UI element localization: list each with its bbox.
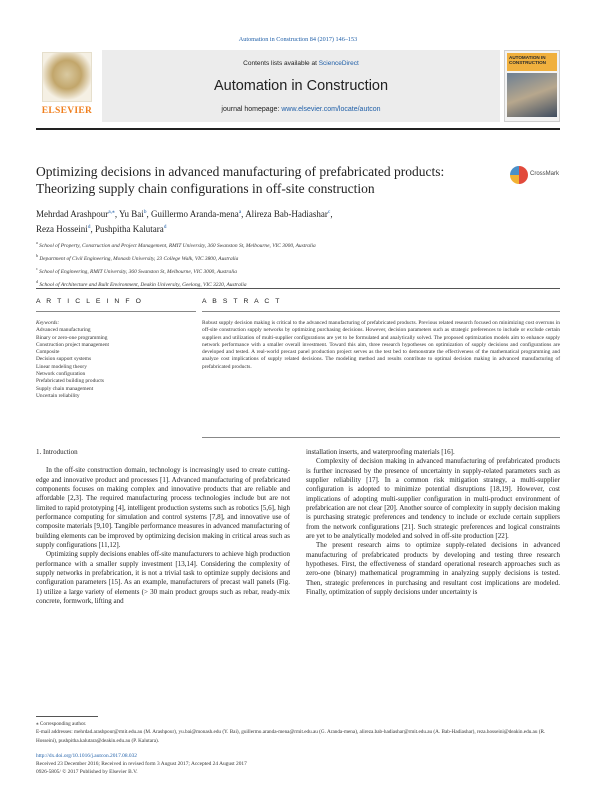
author-list: Mehrdad Arashpour$^{a,⁎}$, Yu Bai$^b$, Guillermo Aranda-mena$^a$, Alireza Bab-Hadiashar$^c$, Reza Hosseini$^d$, Pushpitha Kalutara$^d$ bbox=[36, 209, 333, 234]
keyword: Supply chain management bbox=[36, 385, 94, 392]
keywords-block bbox=[36, 320, 196, 400]
crossmark-badge[interactable] bbox=[508, 166, 560, 192]
affiliation-list bbox=[36, 238, 556, 290]
author-sup[interactable]: b bbox=[143, 209, 147, 215]
elsevier-logo bbox=[36, 52, 98, 120]
sciencedirect-link[interactable]: ScienceDirect bbox=[318, 60, 359, 67]
copyright: 0926-5805/ © 2017 Published by Elsevier B.V. bbox=[36, 769, 138, 776]
body-paragraph-continued: installation inserts, and waterproofing materials [16]. bbox=[306, 448, 455, 456]
body-paragraph: The present research aims to optimize supply-related decisions in advanced manufacturing of prefabricated products by developing and testing three research hypotheses. First, the effectiveness of standard operational research approaches such as zero-one (binary) mathematical programming in analyzing supply decisions is tested. Then, strategic preferences in purchasing and resultant cost implications are modeled. Finally, optimization of supply decisions under uncertainty is bbox=[306, 541, 560, 597]
author-sup[interactable]: c bbox=[327, 209, 331, 215]
right-column bbox=[306, 448, 560, 598]
homepage-line bbox=[102, 106, 500, 113]
affiliation bbox=[36, 264, 556, 277]
affiliation-mark: c bbox=[36, 266, 38, 272]
cover-title: AUTOMATION IN CONSTRUCTION bbox=[507, 53, 557, 71]
abstract-heading: A B S T R A C T bbox=[202, 298, 282, 305]
author-sup[interactable]: d bbox=[163, 224, 167, 230]
affiliation-mark: b bbox=[36, 253, 38, 259]
author-name[interactable]: Reza Hosseini bbox=[36, 224, 88, 234]
author-sup[interactable]: a,⁎ bbox=[108, 209, 115, 215]
section-heading: 1. Introduction bbox=[36, 448, 78, 456]
author-sup[interactable]: a bbox=[238, 209, 242, 215]
keyword: Network configuration bbox=[36, 371, 86, 378]
affiliation-rule bbox=[36, 288, 560, 289]
elsevier-tree-icon bbox=[42, 52, 92, 102]
affiliation-text: Department of Civil Engineering, Monash University, 23 College Walk, VIC 3800, Australia bbox=[39, 255, 239, 262]
author-name[interactable]: Alireza Bab-Hadiashar bbox=[245, 209, 328, 219]
affiliation bbox=[36, 251, 556, 264]
keyword: Binary or zero-one programming bbox=[36, 334, 108, 341]
author-sup[interactable]: d bbox=[87, 224, 91, 230]
received-dates: Received 23 December 2016; Received in revised form 3 August 2017; Accepted 24 August 2017 bbox=[36, 761, 247, 768]
publisher-name: ELSEVIER bbox=[41, 106, 93, 116]
keywords-label: Keywords: bbox=[36, 320, 60, 326]
journal-header bbox=[36, 50, 560, 122]
keyword: Linear modeling theory bbox=[36, 363, 87, 370]
affiliation-text: School of Engineering, RMIT University, 360 Swanston St, Melbourne, VIC 3000, Australia bbox=[39, 268, 237, 275]
author-name[interactable]: Guillermo Aranda-mena bbox=[150, 209, 239, 219]
abstract-rule bbox=[202, 311, 560, 312]
affiliation-text: School of Property, Construction and Project Management, RMIT University, 360 Swanston St, Melbourne, VIC 3000, Australia bbox=[39, 242, 316, 249]
journal-cover bbox=[504, 50, 560, 122]
author-name[interactable]: Mehrdad Arashpour bbox=[36, 209, 109, 219]
doi-link[interactable]: http://dx.doi.org/10.1016/j.autcon.2017.08.032 bbox=[36, 753, 137, 759]
body-paragraph: Complexity of decision making in advanced manufacturing of prefabricated products is further increased by the presence of uncertainty in supply-related parameters such as supplier reliability [17]. In a common risk mitigation strategy, a multi-supplier configuration is adopted to minimize potential disruptions [18,19]. However, cost implications of adopting multi-supplier configuration in multi-product environment of prefabrication are not clear [20]. Another source of complexity in supply decision making is purchasing strategic preferences and tendency to include or exclude certain suppliers from the network configurations [21]. Such strategic preferences and logical constraints are yet to be analytically modeled and solved in off-site production [22]. bbox=[306, 457, 560, 541]
header-rule bbox=[36, 128, 560, 130]
contents-line bbox=[102, 60, 500, 67]
abstract-body: Robust supply decision making is critical to the advanced manufacturing of prefabricated products. Previous related research focused on minimizing cost overruns in off-site construction supply networks by optimizing purchasing decisions. However, decision parameters such as strategic preferences to include or exclude certain suppliers and utilization of multi-supplier configurations are yet to be formulated and analytically solved. The proposed optimization models aim to enhance supply network performance with a smaller overall investment. Toward this aim, three research hypotheses on optimization of supply decisions and configurations are developed and tested. A real-world precast panel production project serves as the test bed to demonstrate the effectiveness of the mathematical programming and analyze cost implications of supply related decisions. The modeling method and results contribute to optimal decision making in advanced manufacturing of prefabricated products. bbox=[202, 320, 560, 370]
article-info-heading: A R T I C L E I N F O bbox=[36, 298, 144, 305]
article-title: Optimizing decisions in advanced manufacturing of prefabricated products: Theorizing supply chain configurations in off-site construction bbox=[36, 164, 445, 196]
keyword: Decision support systems bbox=[36, 356, 92, 363]
keyword: Composite bbox=[36, 349, 60, 356]
article-info-rule bbox=[36, 311, 196, 312]
cover-image bbox=[507, 73, 557, 117]
author-name[interactable]: Pushpitha Kalutara bbox=[95, 224, 164, 234]
journal-reference[interactable]: Automation in Construction 84 (2017) 146–153 bbox=[238, 36, 358, 43]
author-name[interactable]: Yu Bai bbox=[118, 209, 144, 219]
affiliation-mark: d bbox=[36, 279, 38, 285]
corresponding-author-note: ⁎ Corresponding author. bbox=[36, 721, 87, 727]
keyword: Prefabricated building products bbox=[36, 378, 104, 385]
affiliation bbox=[36, 238, 556, 251]
email-addresses[interactable]: E-mail addresses: mehrdad.arashpour@rmit.edu.au (M. Arashpour), yu.bai@monash.edu (Y. Bai), guillermo.aranda-mena@rmit.edu.au (G. Aranda-mena), alireza.bab-hadiashar@rmit.edu.au (A. Bab-Hadiashar), reza.hosseini@deakin.edu.au (R. Hosseini), pushpitha.kalutara@deakin.edu.au (P. Kalutara). bbox=[36, 729, 546, 744]
affiliation-text: School of Architecture and Built Environment, Deakin University, Geelong, VIC 3220, Australia bbox=[39, 282, 247, 289]
crossmark-icon bbox=[510, 166, 528, 184]
homepage-prefix: journal homepage: bbox=[221, 106, 280, 113]
crossmark-label: CrossMark bbox=[530, 171, 560, 177]
article-meta bbox=[36, 752, 560, 776]
body-paragraph: In the off-site construction domain, technology is increasingly used to create cutting-edge and innovative product and processes [1]. Advanced manufacturing of prefabricated components focuses on making complex and innovative products that are reliable and affordable [2,3]. The required manufacturing process technologies include but are not limited to rapid prototyping [4], intelligent production systems such as robotics [5,6], high performance computing for simulation and control systems [7,8], and innovative use of composite materials [9,10]. Tangible performance measures in advanced manufacturing of building elements can be improved by optimizing decision making in critical areas such as supply configurations [11,12]. bbox=[36, 466, 290, 550]
keyword: Uncertain reliability bbox=[36, 392, 80, 399]
homepage-link[interactable]: www.elsevier.com/locate/autcon bbox=[281, 106, 381, 113]
keyword: Construction project management bbox=[36, 341, 110, 348]
abstract-end-rule bbox=[202, 437, 560, 438]
contents-prefix: Contents lists available at bbox=[243, 60, 317, 67]
left-column bbox=[36, 448, 290, 607]
footnote-rule bbox=[36, 716, 98, 717]
journal-title: Automation in Construction bbox=[213, 78, 389, 94]
keyword: Advanced manufacturing bbox=[36, 327, 91, 334]
body-paragraph: Optimizing supply decisions enables off-site manufacturers to achieve high production performance with a smaller supply investment [13,14]. Considering the complexity of supply networks in prefabrication, it is not a trivial task to optimize supply decisions and configuration parameters [15]. As an example, manufacturers of precast wall panels (Fig. 1) utilize a large variety of elements (> 30 main product groups such as rebar, ready-mix concrete, formwork, lifting and bbox=[36, 550, 290, 606]
header-band bbox=[102, 50, 500, 122]
affiliation-mark: a bbox=[36, 240, 38, 245]
footnotes bbox=[36, 720, 560, 745]
